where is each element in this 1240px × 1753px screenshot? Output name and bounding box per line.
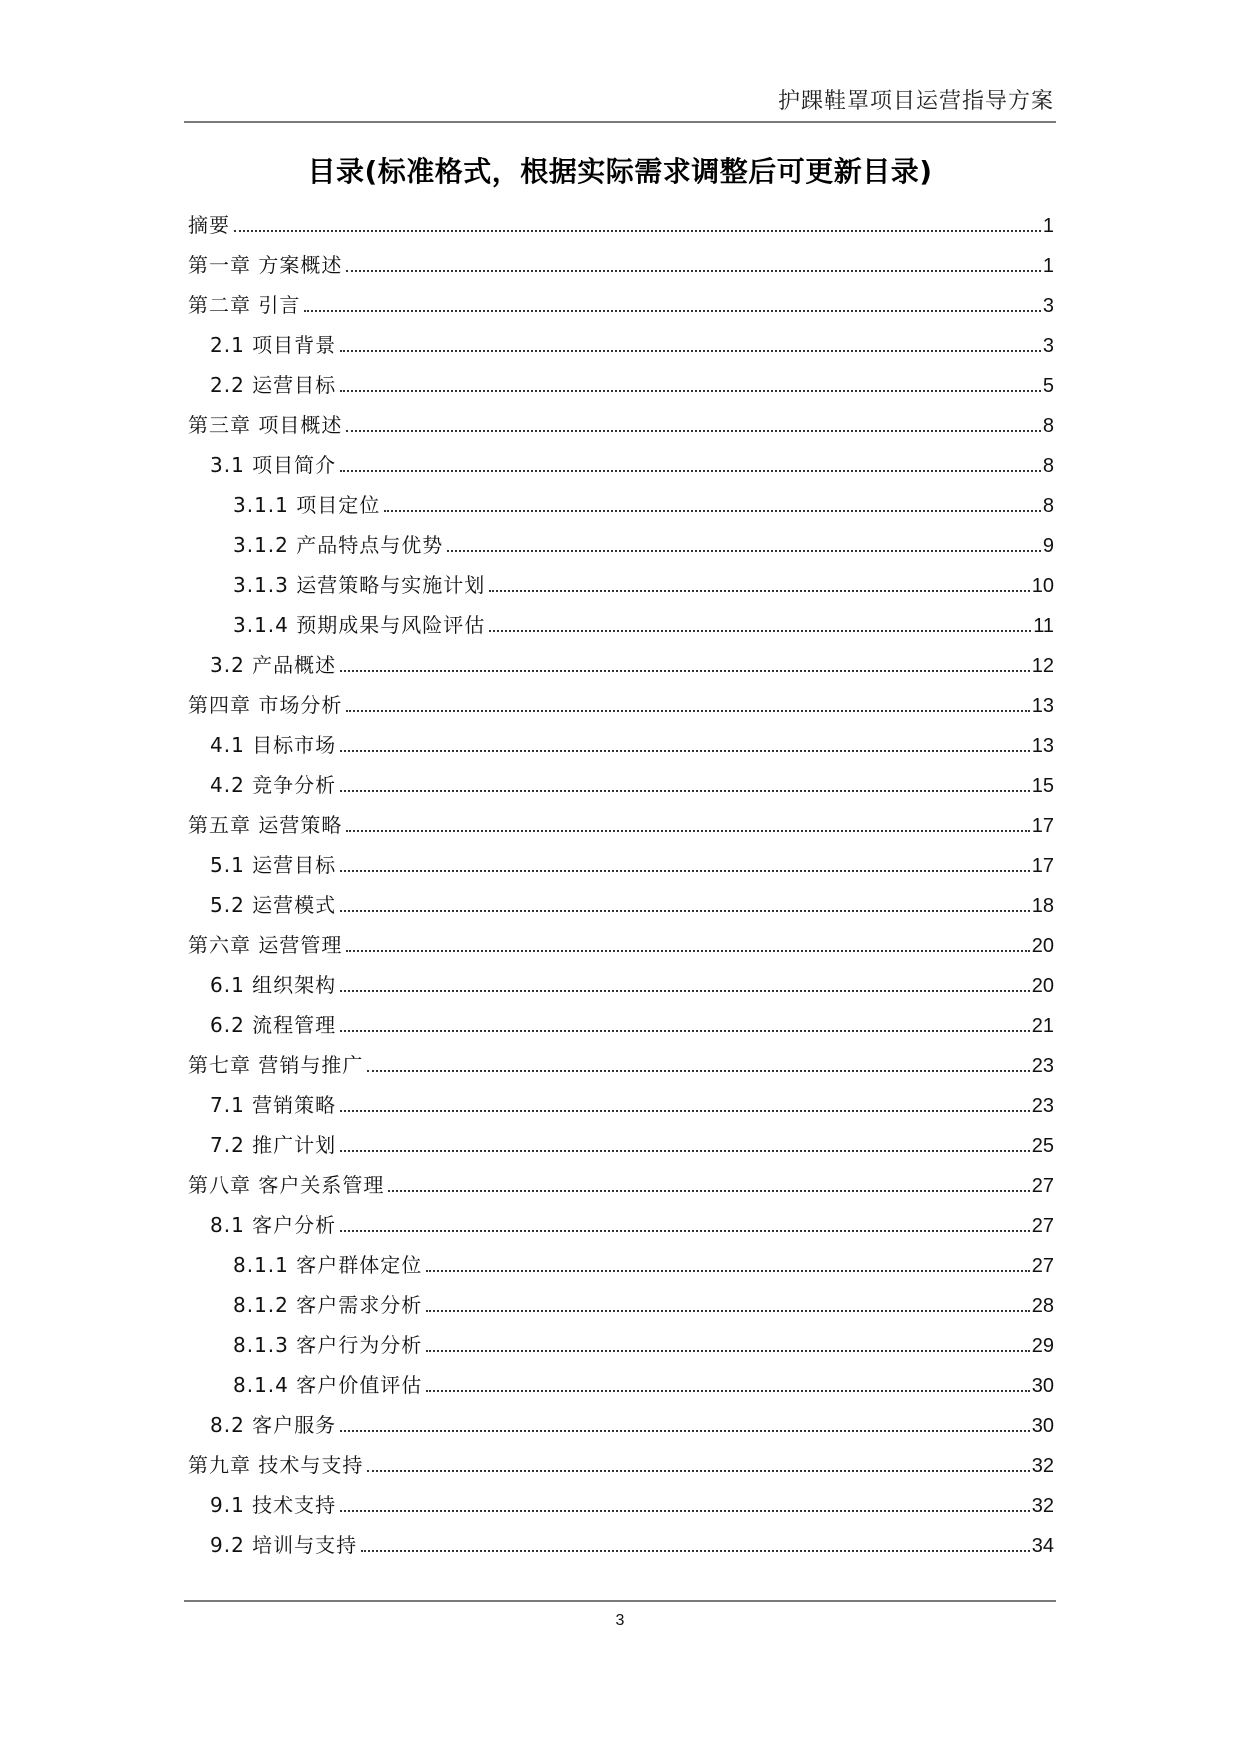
toc-entry-page: 20: [1031, 935, 1054, 957]
toc-entry[interactable]: [188, 448, 1054, 488]
dot-leader: [340, 1030, 1030, 1032]
toc-entry-label: 8.1.1 客户群体定位: [233, 1253, 423, 1277]
toc-entry-label: 6.1 组织架构: [210, 973, 337, 997]
toc-entry-label: 第九章 技术与支持: [188, 1453, 364, 1477]
toc-entry-page: 23: [1031, 1055, 1054, 1077]
toc-entry[interactable]: [188, 1208, 1054, 1248]
dot-leader: [346, 270, 1041, 272]
toc-entry-label: 5.2 运营模式: [210, 893, 337, 917]
toc-entry[interactable]: [188, 728, 1054, 768]
toc-entry-page: 5: [1042, 375, 1054, 397]
toc-entry[interactable]: [188, 928, 1054, 968]
toc-entry[interactable]: [188, 568, 1054, 608]
toc-entry-page: 8: [1042, 415, 1054, 437]
dot-leader: [340, 1150, 1030, 1152]
toc-entry-page: 32: [1031, 1495, 1054, 1517]
toc-entry-label: 2.1 项目背景: [210, 333, 337, 357]
toc-entry[interactable]: [188, 248, 1054, 288]
toc-entry[interactable]: [188, 368, 1054, 408]
toc-entry-label: 第一章 方案概述: [188, 253, 343, 277]
toc-entry[interactable]: [188, 408, 1054, 448]
dot-leader: [346, 830, 1029, 832]
dot-leader: [340, 790, 1030, 792]
toc-entry-page: 1: [1042, 215, 1054, 237]
dot-leader: [426, 1310, 1030, 1312]
toc-entry[interactable]: [188, 808, 1054, 848]
toc-entry[interactable]: [188, 1448, 1054, 1488]
toc-entry[interactable]: [188, 1368, 1054, 1408]
toc-entry[interactable]: [188, 1488, 1054, 1528]
dot-leader: [340, 470, 1041, 472]
toc-entry-page: 11: [1033, 615, 1054, 637]
toc-entry-label: 第二章 引言: [188, 293, 301, 317]
toc-entry-label: 3.1.1 项目定位: [233, 493, 381, 517]
toc-entry[interactable]: [188, 1408, 1054, 1448]
toc-entry-label: 8.1.3 客户行为分析: [233, 1333, 423, 1357]
toc-entry-page: 27: [1031, 1215, 1054, 1237]
dot-leader: [340, 1230, 1030, 1232]
toc-entry-label: 9.1 技术支持: [210, 1493, 337, 1517]
toc-entry[interactable]: [188, 1008, 1054, 1048]
dot-leader: [340, 670, 1030, 672]
toc-entry-page: 12: [1031, 655, 1054, 677]
toc-entry-label: 第八章 客户关系管理: [188, 1173, 385, 1197]
toc-entry[interactable]: [188, 328, 1054, 368]
toc-entry-label: 第五章 运营策略: [188, 813, 343, 837]
dot-leader: [340, 910, 1030, 912]
dot-leader: [304, 310, 1041, 312]
toc-entry-label: 3.1 项目简介: [210, 453, 337, 477]
dot-leader: [388, 1190, 1029, 1192]
toc-entry-page: 27: [1031, 1175, 1054, 1197]
toc-entry-page: 17: [1031, 815, 1054, 837]
toc-entry-label: 8.2 客户服务: [210, 1413, 337, 1437]
toc-entry-page: 34: [1031, 1535, 1054, 1557]
toc-entry-page: 15: [1031, 775, 1054, 797]
toc-entry-page: 9: [1042, 535, 1054, 557]
dot-leader: [447, 550, 1041, 552]
toc-entry[interactable]: [188, 528, 1054, 568]
dot-leader: [340, 870, 1030, 872]
dot-leader: [384, 510, 1041, 512]
toc-entry[interactable]: [188, 1128, 1054, 1168]
footer-divider: [184, 1600, 1056, 1602]
toc-entry[interactable]: [188, 1328, 1054, 1368]
document-title: 护踝鞋罩项目运营指导方案: [777, 89, 1054, 114]
dot-leader: [340, 1110, 1030, 1112]
toc-entry-page: 25: [1031, 1135, 1054, 1157]
toc-entry[interactable]: [188, 1288, 1054, 1328]
toc-entry-page: 27: [1031, 1255, 1054, 1277]
dot-leader: [234, 230, 1041, 232]
dot-leader: [340, 390, 1041, 392]
dot-leader: [489, 590, 1030, 592]
toc-entry[interactable]: [188, 968, 1054, 1008]
toc-entry-page: 8: [1042, 495, 1054, 517]
toc-entry-page: 29: [1031, 1335, 1054, 1357]
toc-entry[interactable]: [188, 768, 1054, 808]
toc-entry-label: 3.1.2 产品特点与优势: [233, 533, 444, 557]
toc-entry-page: 3: [1042, 295, 1054, 317]
toc-entry-label: 2.2 运营目标: [210, 373, 337, 397]
dot-leader: [489, 630, 1031, 632]
dot-leader: [346, 950, 1029, 952]
toc-entry-label: 3.1.4 预期成果与风险评估: [233, 613, 486, 637]
toc-entry-label: 3.1.3 运营策略与实施计划: [233, 573, 486, 597]
toc-entry-page: 20: [1031, 975, 1054, 997]
toc-entry[interactable]: [188, 848, 1054, 888]
toc-entry-page: 3: [1042, 335, 1054, 357]
toc-entry[interactable]: [188, 208, 1054, 248]
toc-entry-label: 5.1 运营目标: [210, 853, 337, 877]
toc-entry-label: 3.2 产品概述: [210, 653, 337, 677]
toc-entry[interactable]: [188, 488, 1054, 528]
toc-entry-page: 30: [1031, 1375, 1054, 1397]
toc-entry-label: 8.1.4 客户价值评估: [233, 1373, 423, 1397]
toc-entry[interactable]: [188, 1528, 1054, 1568]
toc-entry[interactable]: [188, 1248, 1054, 1288]
toc-entry[interactable]: [188, 1088, 1054, 1128]
dot-leader: [340, 750, 1030, 752]
toc-entry-label: 9.2 培训与支持: [210, 1533, 358, 1557]
toc-entry-label: 4.2 竞争分析: [210, 773, 337, 797]
dot-leader: [346, 710, 1029, 712]
toc-entry[interactable]: [188, 1048, 1054, 1088]
toc-entry-page: 32: [1031, 1455, 1054, 1477]
toc-entry[interactable]: [188, 608, 1054, 648]
page-number: 3: [615, 1612, 625, 1629]
toc-entry-label: 4.1 目标市场: [210, 733, 337, 757]
toc-entry-label: 7.1 营销策略: [210, 1093, 337, 1117]
dot-leader: [340, 990, 1030, 992]
dot-leader: [340, 350, 1041, 352]
toc-entry-label: 第六章 运营管理: [188, 933, 343, 957]
toc-entry-page: 13: [1031, 695, 1054, 717]
dot-leader: [426, 1350, 1030, 1352]
dot-leader: [346, 430, 1041, 432]
toc-entry-label: 8.1 客户分析: [210, 1213, 337, 1237]
toc-entry-page: 10: [1031, 575, 1054, 597]
table-of-contents: [188, 208, 1054, 1568]
toc-entry[interactable]: [188, 1168, 1054, 1208]
toc-entry[interactable]: [188, 688, 1054, 728]
toc-entry[interactable]: [188, 648, 1054, 688]
toc-entry-label: 8.1.2 客户需求分析: [233, 1293, 423, 1317]
dot-leader: [426, 1390, 1030, 1392]
toc-entry-label: 6.2 流程管理: [210, 1013, 337, 1037]
dot-leader: [367, 1070, 1029, 1072]
toc-entry-page: 13: [1031, 735, 1054, 757]
dot-leader: [426, 1270, 1030, 1272]
toc-heading: 目录(标准格式，根据实际需求调整后可更新目录): [307, 155, 933, 188]
toc-entry[interactable]: [188, 288, 1054, 328]
dot-leader: [367, 1470, 1029, 1472]
toc-entry-page: 1: [1042, 255, 1054, 277]
toc-entry-page: 23: [1031, 1095, 1054, 1117]
toc-entry-page: 8: [1042, 455, 1054, 477]
toc-entry-label: 第四章 市场分析: [188, 693, 343, 717]
toc-entry-page: 18: [1031, 895, 1054, 917]
toc-entry-label: 7.2 推广计划: [210, 1133, 337, 1157]
toc-entry-page: 28: [1031, 1295, 1054, 1317]
toc-entry-page: 21: [1031, 1015, 1054, 1037]
toc-entry-label: 第七章 营销与推广: [188, 1053, 364, 1077]
dot-leader: [361, 1550, 1030, 1552]
toc-entry-label: 第三章 项目概述: [188, 413, 343, 437]
header-divider: [184, 121, 1056, 123]
toc-entry-page: 17: [1031, 855, 1054, 877]
toc-entry[interactable]: [188, 888, 1054, 928]
dot-leader: [340, 1430, 1030, 1432]
dot-leader: [340, 1510, 1030, 1512]
toc-entry-label: 摘要: [188, 213, 230, 237]
toc-entry-page: 30: [1031, 1415, 1054, 1437]
